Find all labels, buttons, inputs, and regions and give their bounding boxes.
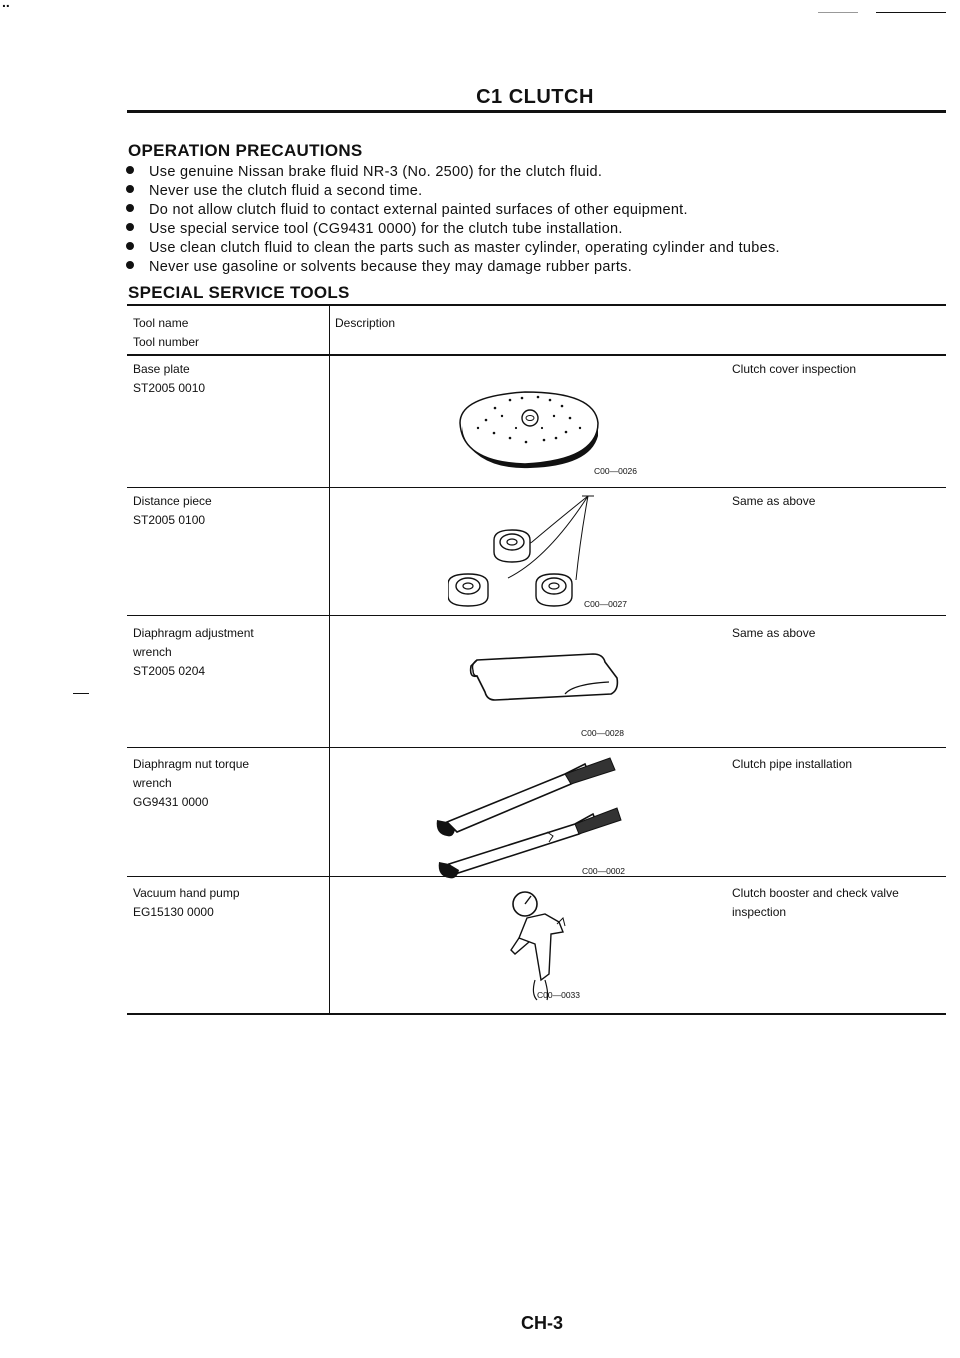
tool-description: Same as above (732, 626, 816, 640)
precaution-item: Never use the clutch fluid a second time. (126, 182, 780, 201)
table-header-rule (127, 354, 946, 356)
tool-number: EG15130 0000 (133, 905, 214, 919)
table-row (133, 755, 249, 812)
tool-description: Clutch booster and check valve inspection (732, 886, 899, 919)
base-plate-illustration (450, 378, 610, 473)
precaution-item: Use clean clutch fluid to clean the parts such as master cylinder, operating cylinder and tubes. (126, 239, 780, 258)
table-bottom-rule (127, 1013, 946, 1015)
col-header-description: Description (335, 316, 396, 330)
figure-code: C00—0033 (537, 990, 581, 1000)
table-top-rule (127, 304, 946, 306)
tool-name: Base plate (133, 362, 190, 376)
title-rule (127, 110, 946, 113)
tool-description: Same as above (732, 494, 816, 508)
tool-name: Diaphragm nut torque (133, 757, 250, 771)
top-right-dotted-rule (818, 12, 858, 13)
tool-number: GG9431 0000 (133, 795, 209, 809)
figure-code: C00—0028 (581, 728, 625, 738)
tool-number: ST2005 0010 (133, 381, 206, 395)
table-row (133, 360, 205, 398)
tool-name: Diaphragm adjustment (133, 626, 254, 640)
tools-heading: SPECIAL SERVICE TOOLS (128, 283, 350, 302)
wrench-illustration (465, 648, 625, 708)
figure-code: C00—0026 (594, 466, 638, 476)
precautions-heading: OPERATION PRECAUTIONS (128, 141, 363, 160)
row-rule (127, 615, 946, 616)
distance-piece-illustration (448, 490, 598, 615)
precautions-list (126, 163, 780, 277)
page-title: C1 CLUTCH (476, 86, 594, 108)
figure-code: C00—0002 (582, 866, 626, 876)
table-row (133, 624, 254, 681)
torque-wrench-illustration (435, 752, 635, 882)
tool-name: wrench (133, 645, 172, 659)
row-rule (127, 747, 946, 748)
col-header-name: Tool name Tool number (133, 316, 200, 349)
table-row (133, 884, 240, 922)
column-divider (329, 305, 330, 1014)
top-right-rule (876, 12, 946, 13)
precaution-item: Use special service tool (CG9431 0000) for the clutch tube installation. (126, 220, 780, 239)
tool-number: ST2005 0204 (133, 664, 206, 678)
precaution-item: Use genuine Nissan brake fluid NR-3 (No. 2500) for the clutch fluid. (126, 163, 780, 182)
precaution-item: Never use gasoline or solvents because they may damage rubber parts. (126, 258, 780, 277)
table-row (133, 492, 212, 530)
corner-marks: .. (2, 0, 10, 10)
tool-name: Distance piece (133, 494, 212, 508)
tool-number: ST2005 0100 (133, 513, 206, 527)
precaution-item: Do not allow clutch fluid to contact external painted surfaces of other equipment. (126, 201, 780, 220)
tool-name: wrench (133, 776, 172, 790)
vacuum-pump-illustration (505, 884, 575, 1004)
figure-code: C00—0027 (584, 599, 628, 609)
tool-description: Clutch cover inspection (732, 362, 857, 376)
margin-dash (73, 693, 89, 694)
row-rule (127, 487, 946, 488)
page-number: CH-3 (521, 1313, 564, 1333)
tool-description: Clutch pipe installation (732, 757, 853, 771)
tool-name: Vacuum hand pump (133, 886, 240, 900)
